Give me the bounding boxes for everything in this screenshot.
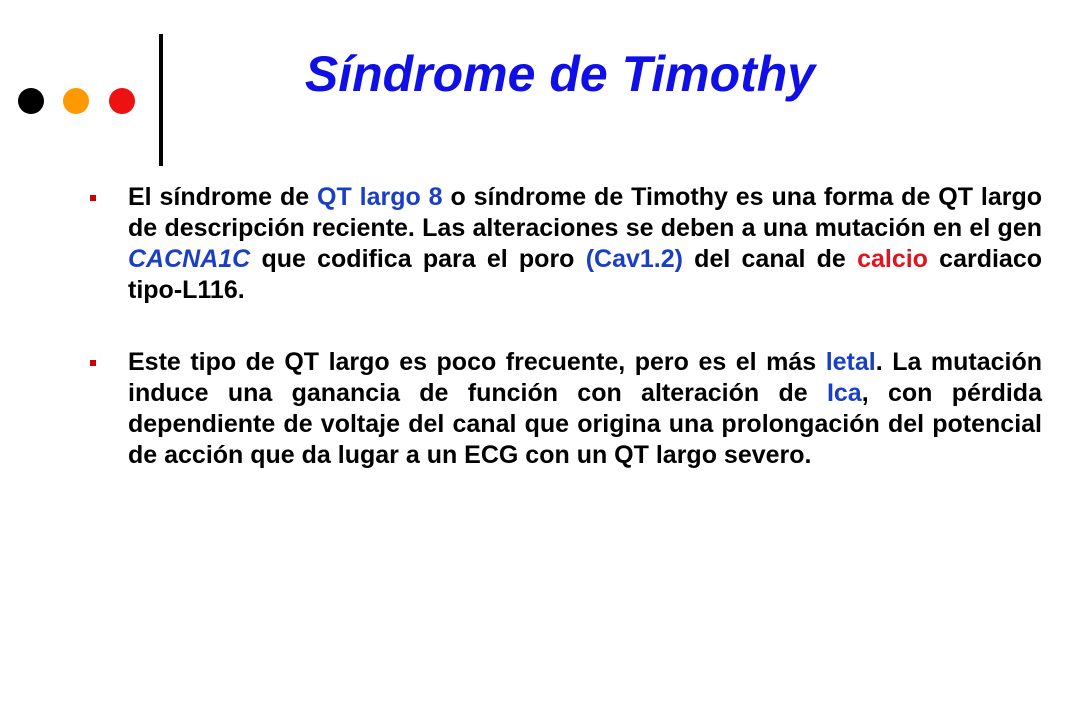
text-segment: que codifica para el poro xyxy=(250,245,586,273)
text-segment: , con pérdida dependiente de voltaje del canal que origina una prolongación del potencial de acción que da lugar a un ECG con un QT largo severo. xyxy=(128,379,1042,469)
text-segment: El síndrome de xyxy=(128,183,318,211)
square-bullet-icon xyxy=(90,360,96,366)
highlight-cav12: (Cav1.2) xyxy=(585,245,683,273)
red-dot-decoration xyxy=(109,88,135,114)
text-segment: del canal de xyxy=(682,245,858,273)
highlight-qt-largo-8: QT largo 8 xyxy=(317,183,443,211)
slide-title: Síndrome de Timothy xyxy=(304,46,816,102)
highlight-gene-cacna1c: CACNA1C xyxy=(128,245,251,273)
bullet-list xyxy=(90,182,1042,471)
text-segment: cardiaco tipo-L116. xyxy=(128,245,1042,304)
bullet-item-2 xyxy=(90,347,1042,471)
orange-dot-decoration xyxy=(63,88,89,114)
highlight-letal: letal xyxy=(825,348,876,376)
text-segment: Este tipo de QT largo es poco frecuente, pero es el más xyxy=(128,348,826,376)
black-dot-decoration xyxy=(18,88,44,114)
text-segment: . La mutación induce una ganancia de función con alteración de xyxy=(128,348,1043,407)
vertical-divider xyxy=(159,34,163,166)
highlight-ica: Ica xyxy=(826,379,862,407)
highlight-calcio: calcio xyxy=(857,245,928,273)
text-segment: o síndrome de Timothy es una forma de QT largo de descripción reciente. Las alteraciones se deben a una mutación en el gen xyxy=(128,183,1042,242)
bullet-item-1 xyxy=(90,182,1042,306)
square-bullet-icon xyxy=(90,195,96,201)
